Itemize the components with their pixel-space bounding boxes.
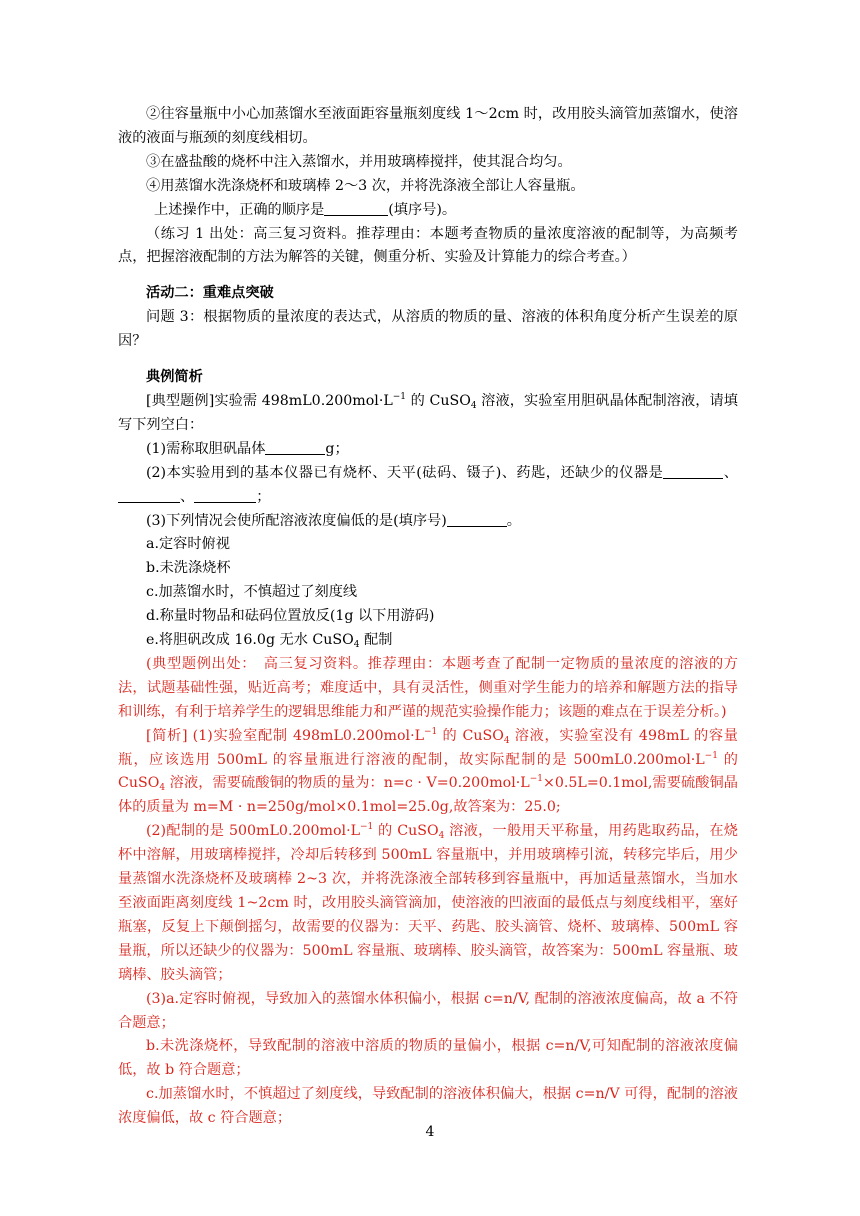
analysis-part-3b: b.未洗涤烧杯，导致配制的溶液中溶质的物质的量偏小，根据 c=n/V,可知配制的溶液浓度偏低，故 b 符合题意； [118,1038,738,1079]
q2-text: (2)本实验用到的基本仪器已有烧杯、天平(砝码、镊子)、药匙，还缺少的仪器是 [146,464,664,481]
q1-unit: g； [325,440,349,457]
analysis-text: 溶液，一般用天平称量，用药匙取药品，在烧杯中溶解，用玻璃棒搅拌，冷却后转移到 500mL 容量瓶中，并用玻璃棒引流，转移完毕后，用少量蒸馏水洗涤烧杯及玻璃棒 2~3 次，并将洗涤液全部转移到容量瓶中，再加适量蒸馏水，当加水至液面距离刻度线 1~2cm 时，改用胶头滴管滴加，使溶液的凹液面的最低点与刻度线相平，塞好瓶塞，反复上下颠倒摇匀，故需要的仪器为：天平、药匙、胶头滴管、烧杯、玻璃棒、500mL 容量瓶，所以还缺少的仪器为：500mL 容量瓶、玻璃棒、胶头滴管，故答案为：500mL 容量瓶、玻璃棒、胶头滴管； [118,823,738,983]
superscript: −1 [360,822,374,833]
example-intro-text: [典型题例]实验需 498mL0.200mol·L [146,392,393,409]
analysis-text: 的 CuSO [373,823,439,840]
analysis-text: 溶液，实验室没有 498mL 的容量瓶，应该选用 500mL 的容量瓶进行溶液的配制，故实际配制的是 500mL0.200mol·L [118,727,738,768]
order-blank[interactable] [324,200,388,216]
page-content [118,103,738,1131]
subscript: 4 [470,400,477,411]
activity2-title: 活动二：重难点突破 [146,285,274,302]
q2-blank-2[interactable] [118,487,180,503]
subscript: 4 [438,831,445,842]
analysis-part-3c: c.加蒸馏水时，不慎超过了刻度线，导致配制的溶液体积偏大，根据 c=n/V 可得，配制的溶液浓度偏低，故 c 符合题意； [118,1086,738,1127]
analysis-part-1 [118,725,738,821]
subscript: 4 [159,783,166,794]
option-c: c.加蒸馏水时，不慎超过了刻度线 [146,584,358,601]
analysis-text: (2)配制的是 500mL0.200mol·L [146,823,360,840]
superscript: −1 [529,774,543,785]
example-intro [118,390,738,438]
option-e-text: 配制 [359,632,393,649]
order-question-hint: (填序号)。 [388,201,457,218]
example-q1 [118,438,738,462]
q3-text: (3)下列情况会使所配溶液浓度偏低的是(填序号) [146,512,447,529]
superscript: −1 [424,726,438,737]
example-intro-text: 溶液，实验室用胆矾晶体配制溶液，请填写下列空白： [118,392,738,433]
analysis-text: ×0.5L=0.1mol,需要硫酸铜晶体的质量为 m=M · n=250g/mol×0.1mol=25.0g,故答案为：25.0; [118,775,738,816]
order-question [118,199,738,223]
q3-blank[interactable] [447,511,507,527]
step-4: ④用蒸馏水洗涤烧杯和玻璃棒 2～3 次，并将洗涤液全部让人容量瓶。 [146,177,585,194]
example-title: 典例简析 [146,369,203,386]
practice-source-note: （练习 1 出处：高三复习资料。推荐理由：本题考查物质的量浓度溶液的配制等，为高频考点，把握溶液配制的方法为解答的关键，侧重分析、实验及计算能力的综合考查。） [118,225,738,266]
example-q2 [118,462,738,510]
q2-blank-1[interactable] [663,463,723,479]
example-source-note: (典型题例出处： 高三复习资料。推荐理由：本题考查了配制一定物质的量浓度的溶液的方法，试题基础性强，贴近高考；难度适中，具有灵活性，侧重对学生能力的培养和解题方法的指导和训练，有利于培养学生的逻辑思维能力和严谨的规范实验操作能力；该题的难点在于误差分析。) [118,655,738,720]
example-intro-text: 的 CuSO [406,392,471,409]
step-3: ③在盛盐酸的烧杯中注入蒸馏水，并用玻璃棒搅拌，使其混合均匀。 [146,153,572,170]
analysis-text: [简析] (1)实验室配制 498mL0.200mol·L [146,727,424,744]
order-question-text: 上述操作中，正确的顺序是 [154,201,325,218]
subscript: 4 [503,735,510,746]
superscript: −1 [392,391,407,402]
page-number: 4 [425,1124,435,1140]
q1-blank[interactable] [265,439,325,455]
question-3: 问题 3：根据物质的量浓度的表达式，从溶质的物质的量、溶液的体积角度分析产生误差的原因？ [118,309,738,350]
option-a: a.定容时俯视 [146,536,230,553]
option-e-text: e.将胆矾改成 16.0g 无水 CuSO [146,632,354,649]
option-e [118,629,738,653]
analysis-text: 的 CuSO [118,751,738,792]
q2-end: ； [256,488,271,505]
analysis-part-3a: (3)a.定容时俯视，导致加入的蒸馏水体积偏小，根据 c=n/V, 配制的溶液浓度偏高，故 a 不符合题意； [118,990,738,1031]
q2-blank-3[interactable] [194,487,256,503]
separator: 、 [723,464,738,481]
superscript: −1 [704,750,718,761]
option-d: d.称量时物品和砝码位置放反(1g 以下用游码) [146,608,435,625]
subscript: 4 [353,640,360,651]
q3-end: 。 [506,512,521,529]
step-2: ②往容量瓶中小心加蒸馏水至液面距容量瓶刻度线 1～2cm 时，改用胶头滴管加蒸馏水，使溶液的液面与瓶颈的刻度线相切。 [118,106,738,146]
example-q3 [118,510,738,534]
q1-text: (1)需称取胆矾晶体 [146,440,266,457]
analysis-text: 的 CuSO [437,727,504,744]
analysis-part-2 [118,820,738,987]
separator: 、 [180,488,195,505]
option-b: b.未洗涤烧杯 [146,560,231,577]
analysis-text: 溶液，需要硫酸铜的物质的量为：n=c · V=0.200mol·L [165,775,530,792]
